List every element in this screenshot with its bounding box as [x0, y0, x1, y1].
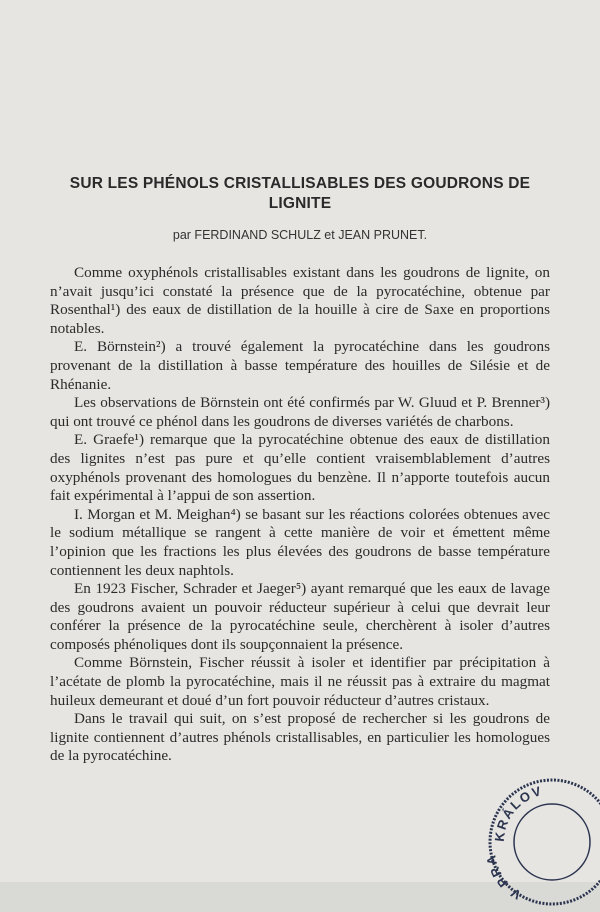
stamp-inner-ring [514, 804, 590, 880]
paragraph: Les observations de Börnstein ont été confirmés par W. Gluud et P. Brenner³) qui ont trouvé ce phénol dans les goudrons de diverses variétés de charbons. [50, 394, 550, 430]
article-body [50, 264, 550, 766]
paragraph: En 1923 Fischer, Schrader et Jaeger⁵) ayant remarqué que les eaux de lavage des goudrons avaient un pouvoir réducteur supérieur à celui que devrait leur conférer la présence de la pyrocatéchine seule, cherchèrent à isoler d’autres composés phénoliques dont ils soupçonnaient la présence. [50, 580, 550, 653]
library-stamp [482, 772, 600, 912]
paragraph: E. Graefe¹) remarque que la pyrocatéchine obtenue des eaux de distillation des lignites n’est pas pure et qu’elle contient vraisemblablement d’autres oxyphénols provenant des homologues du benzène. Il n’apporte toutefois aucun fait expérimental à l’appui de son assertion. [50, 431, 550, 505]
paragraph: Dans le travail qui suit, on s’est proposé de rechercher si les goudrons de lignite contiennent d’autres phénols cristallisables, en particulier les homologues de la pyrocatéchine. [50, 710, 550, 765]
article-title: SUR LES PHÉNOLS CRISTALLISABLES DES GOUDRONS DE LIGNITE [69, 175, 531, 212]
stamp-text-side: V PRA [482, 852, 524, 903]
paragraph: I. Morgan et M. Meighan⁴) se basant sur les réactions colorées obtenues avec le sodium métallique se rangent à cette manière de voir et émettent même l’opinion que les fractions les plus élevées des goudrons de basse température contiennent les deux naphtols. [50, 505, 550, 579]
article-authors: par FERDINAND SCHULZ et JEAN PRUNET. [172, 228, 428, 242]
paragraph: E. Börnstein²) a trouvé également la pyrocatéchine dans les goudrons provenant de la distillation à basse température des houilles de Silésie et de Rhénanie. [50, 338, 550, 393]
paragraph: Comme Börnstein, Fischer réussit à isoler et identifier par précipitation à l’acétate de plomb la pyrocatéchine, mais il ne réussit pas à extraire du magmat huileux demeurant et doué d’un fort pouvoir réducteur d’autres cristaux. [50, 654, 550, 709]
paragraph: Comme oxyphénols cristallisables existant dans les goudrons de lignite, on n’avait jusqu’ici constaté la présence que de la pyrocatéchine, obtenue par Rosenthal¹) des eaux de distillation de la houille à cire de Saxe en proportions notables. [50, 264, 550, 337]
stamp-text-top: KRÁLOV [491, 782, 545, 843]
